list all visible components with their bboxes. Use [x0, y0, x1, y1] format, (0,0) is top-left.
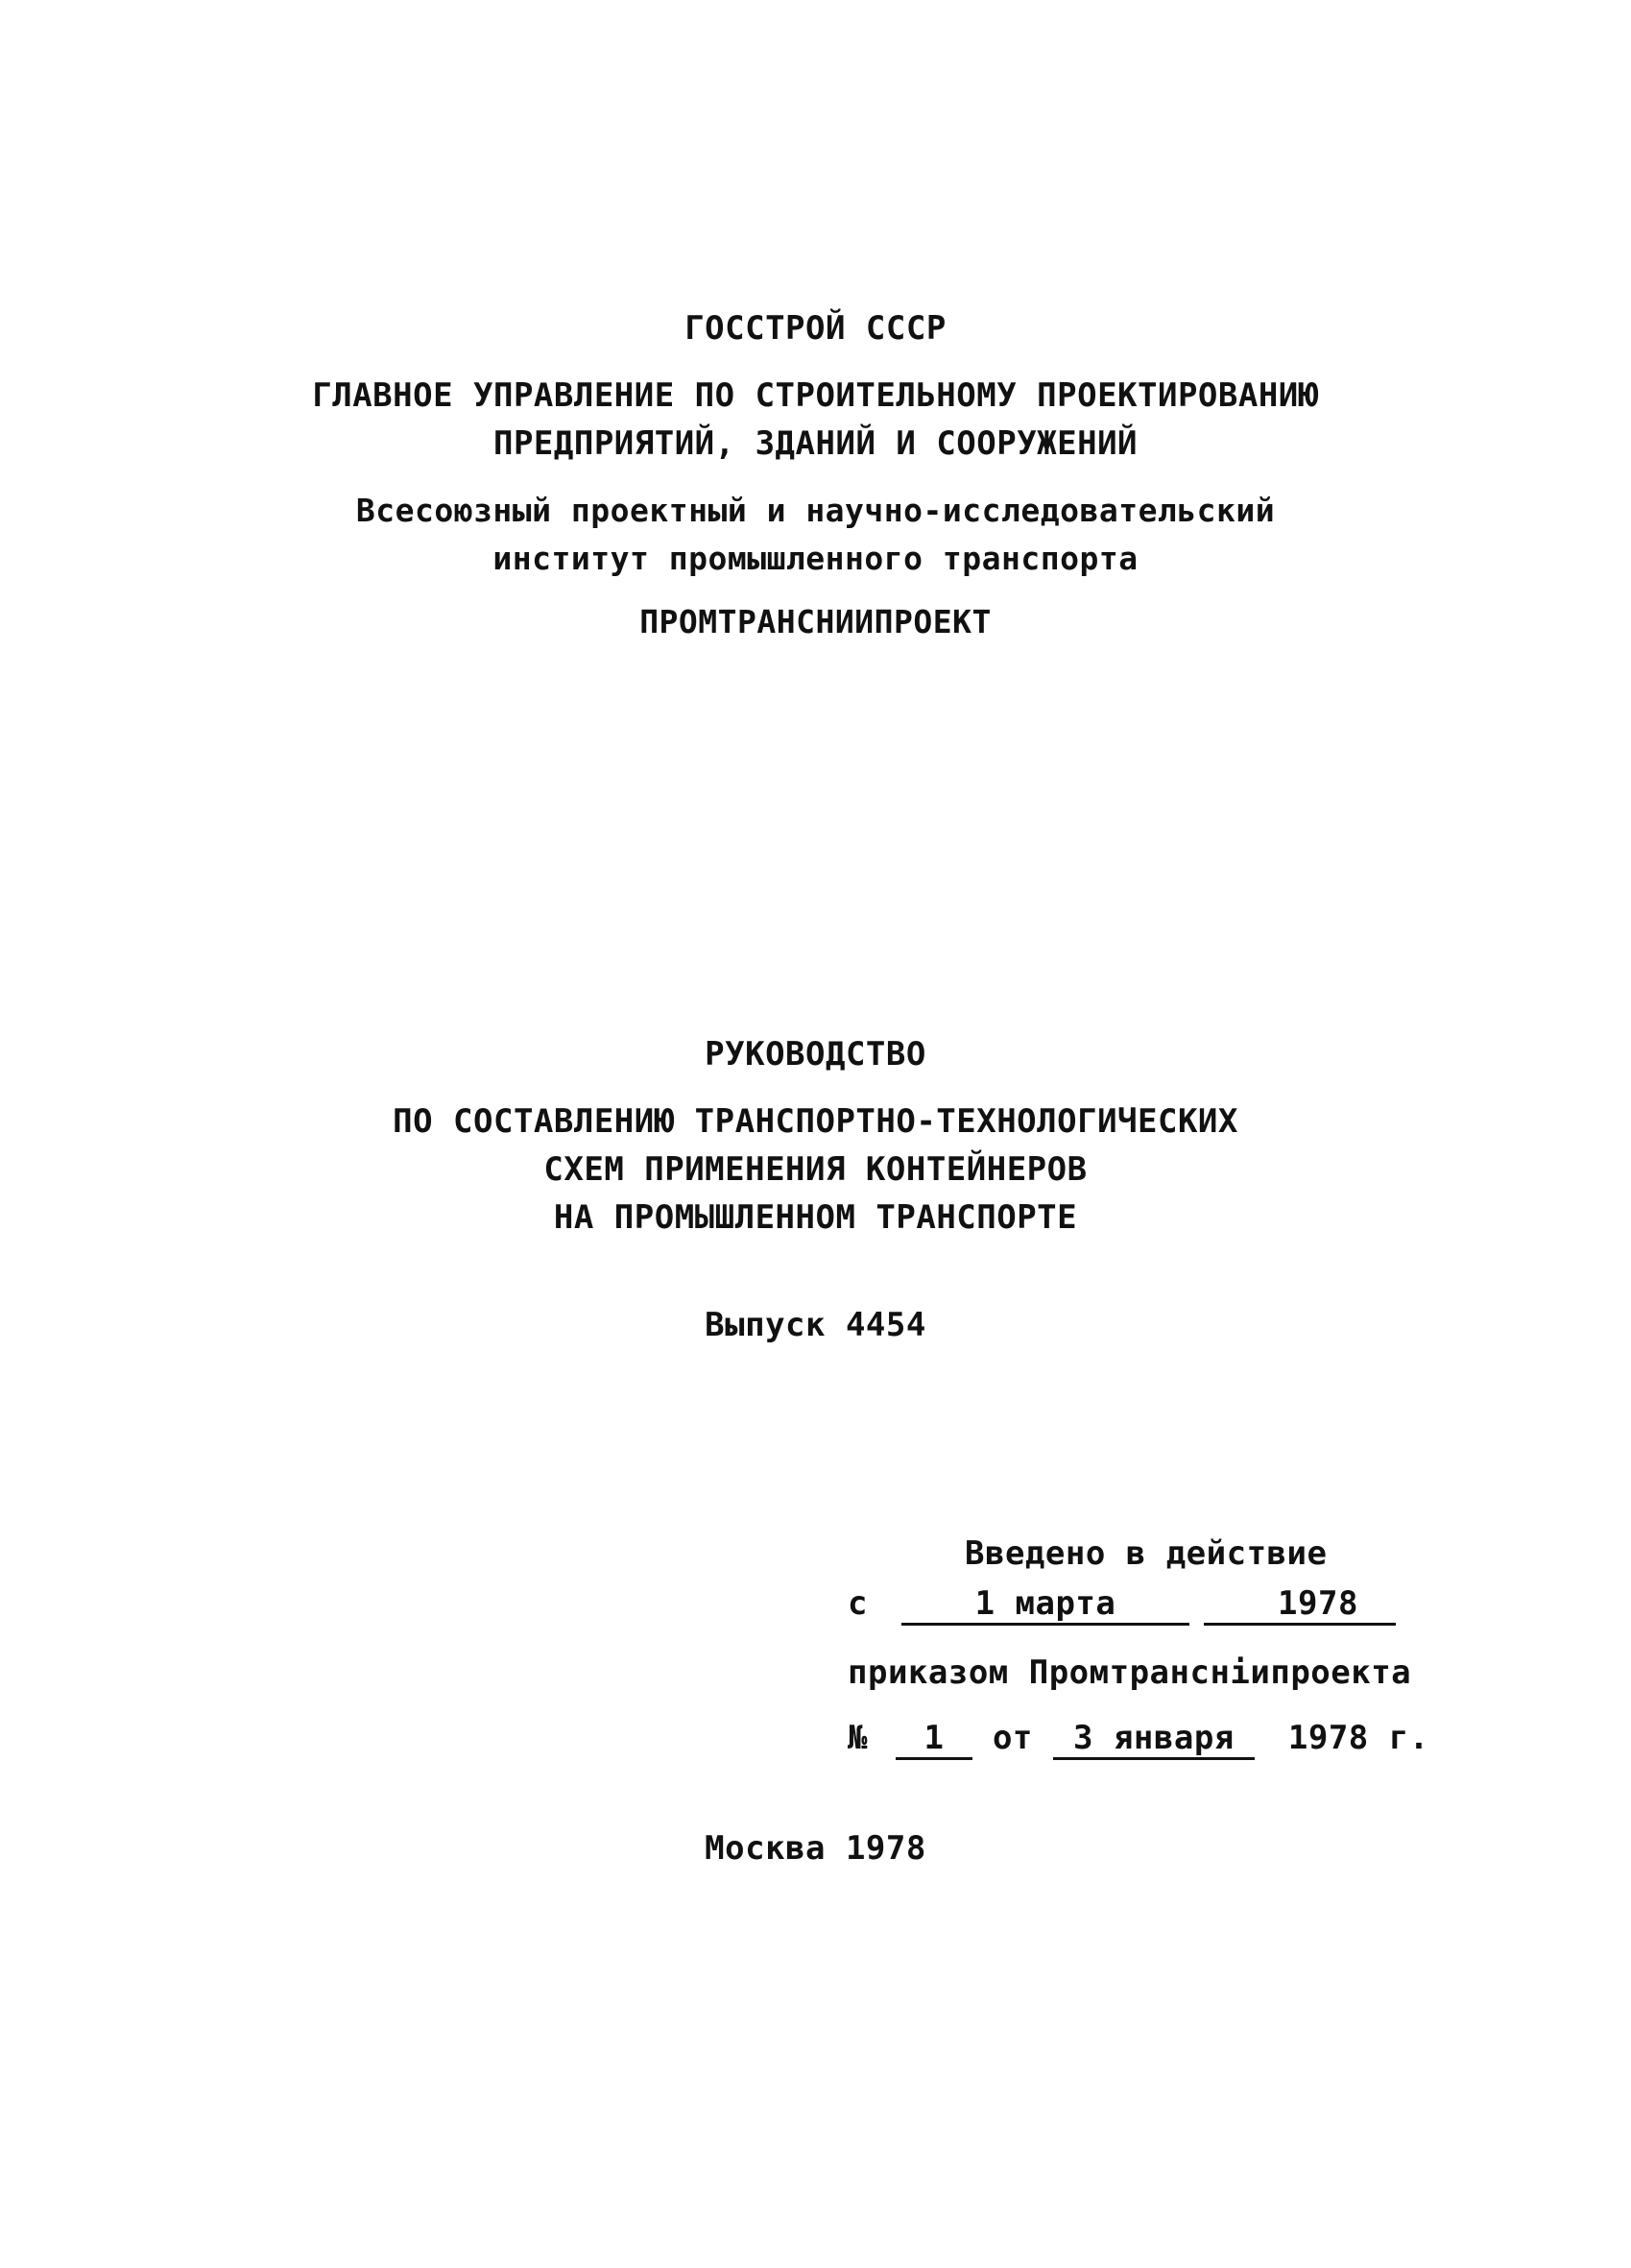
order-text: приказом Промтранснiипроекта: [848, 1653, 1412, 1692]
order-number: 1: [896, 1722, 972, 1760]
institute-name: ПРОМТРАНСНИИПРОЕКТ: [639, 603, 992, 640]
enactment-from-line: [848, 1584, 1396, 1626]
from-year-digit: 8: [1338, 1587, 1396, 1626]
institute-line-1: Всесоюзный проектный и научно-исследовательский: [355, 492, 1276, 529]
place-and-year: Москва 1978: [705, 1829, 926, 1868]
title-line-2: СХЕМ ПРИМЕНЕНИЯ КОНТЕЙНЕРОВ: [543, 1150, 1088, 1189]
order-date: 3 января: [1053, 1722, 1255, 1760]
issue-number: Выпуск 4454: [705, 1306, 926, 1344]
department-line-2: ПРЕДПРИЯТИЙ, ЗДАНИЙ И СООРУЖЕНИЙ: [492, 424, 1139, 463]
date-prefix: от: [992, 1719, 1033, 1757]
order-year: 1978 г.: [1287, 1719, 1429, 1757]
enactment-heading: Введено в действие: [965, 1534, 1328, 1573]
document-heading: РУКОВОДСТВО: [705, 1035, 926, 1074]
title-line-3: НА ПРОМЫШЛЕННОМ ТРАНСПОРТЕ: [553, 1198, 1078, 1237]
order-number-line: [848, 1719, 1429, 1760]
title-line-1: ПО СОСТАВЛЕНИЮ ТРАНСПОРТНО-ТЕХНОЛОГИЧЕСКИХ: [393, 1102, 1238, 1141]
number-prefix: №: [848, 1719, 868, 1757]
from-date: 1 марта: [901, 1587, 1189, 1626]
from-prefix: с: [848, 1584, 868, 1623]
from-year-prefix: 197: [1204, 1587, 1338, 1626]
department-line-1: ГЛАВНОЕ УПРАВЛЕНИЕ ПО СТРОИТЕЛЬНОМУ ПРОЕКТИРОВАНИЮ: [312, 376, 1319, 415]
institute-line-2: институт промышленного транспорта: [492, 540, 1139, 577]
org-name: ГОССТРОЙ СССР: [684, 309, 947, 348]
